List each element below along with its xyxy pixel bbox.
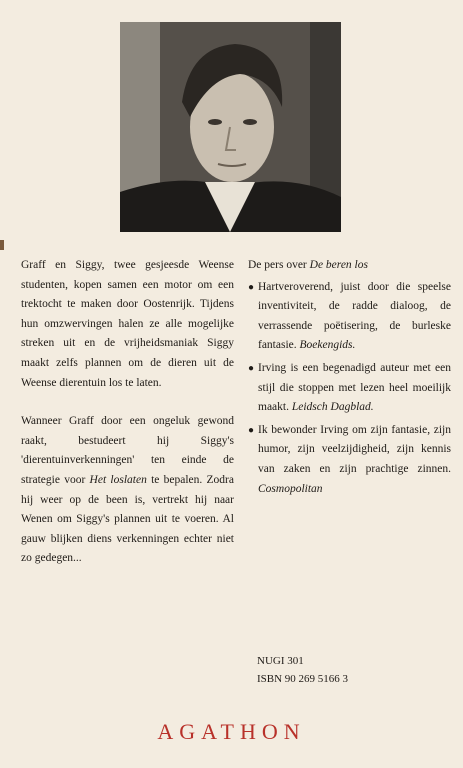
summary-column [21,256,234,588]
press-heading-title: De beren los [309,259,368,271]
summary-paragraph-2 [21,412,234,569]
press-quote [248,421,451,499]
quote-source: Boekengids. [299,339,356,352]
press-quote [248,359,451,418]
quote-text: Ik bewonder Irving om zijn fantasie, zijn humor, zijn veelzijdigheid, zijn kennis van zaken en zijn prachtige zinnen. [258,423,451,475]
summary-p2-end: te bepalen. Zodra hij weer op de been is, vertrekt hij naar Wenen om Siggy's plannen uit te voeren. Al gauw blijken diens verkenningen echter niet zo gedegen... [21,473,234,565]
isbn-code: ISBN 90 269 5166 3 [257,673,349,685]
summary-p2-title: Het loslaten [89,473,147,486]
bullet-icon: ● [248,424,255,436]
bullet-icon: ● [248,362,255,374]
press-heading [248,256,451,276]
press-heading-prefix: De pers over [248,259,310,271]
author-photo [120,22,341,232]
press-column [248,256,451,502]
edge-mark [0,240,4,250]
publisher-logo: AGATHON [157,719,306,744]
quote-text: Irving is een begenadigd auteur met een stijl die stoppen met lezen heel moeilijk maakt. [258,361,451,414]
quote-text: Hartveroverend, juist door die speelse inventiviteit, de radde dialoog, de verrassende poëtisering, de burleske fantasie. [258,280,451,352]
summary-p2-start: Wanneer Graff door een ongeluk gewond raakt, bestudeert hij Siggy's 'dierentuinverkenningen' ten einde de strategie voor [21,415,234,486]
summary-paragraph-1: Graff en Siggy, twee gesjeesde Weense studenten, kopen samen een motor om een trektocht te maken door Oostenrijk. Tijdens hun omzwervingen halen ze alle mogelijke streken uit en de vrijheidsmaniak Siggy maakt zelfs plannen om de dieren uit de Weense dierentuin los te laten. [21,259,234,389]
bullet-icon: ● [248,281,255,293]
book-meta [257,652,348,688]
quote-source: Cosmopolitan [258,482,323,495]
nugi-code: NUGI 301 [257,655,304,667]
quote-source: Leidsch Dagblad. [291,401,374,414]
press-quote [248,278,451,356]
